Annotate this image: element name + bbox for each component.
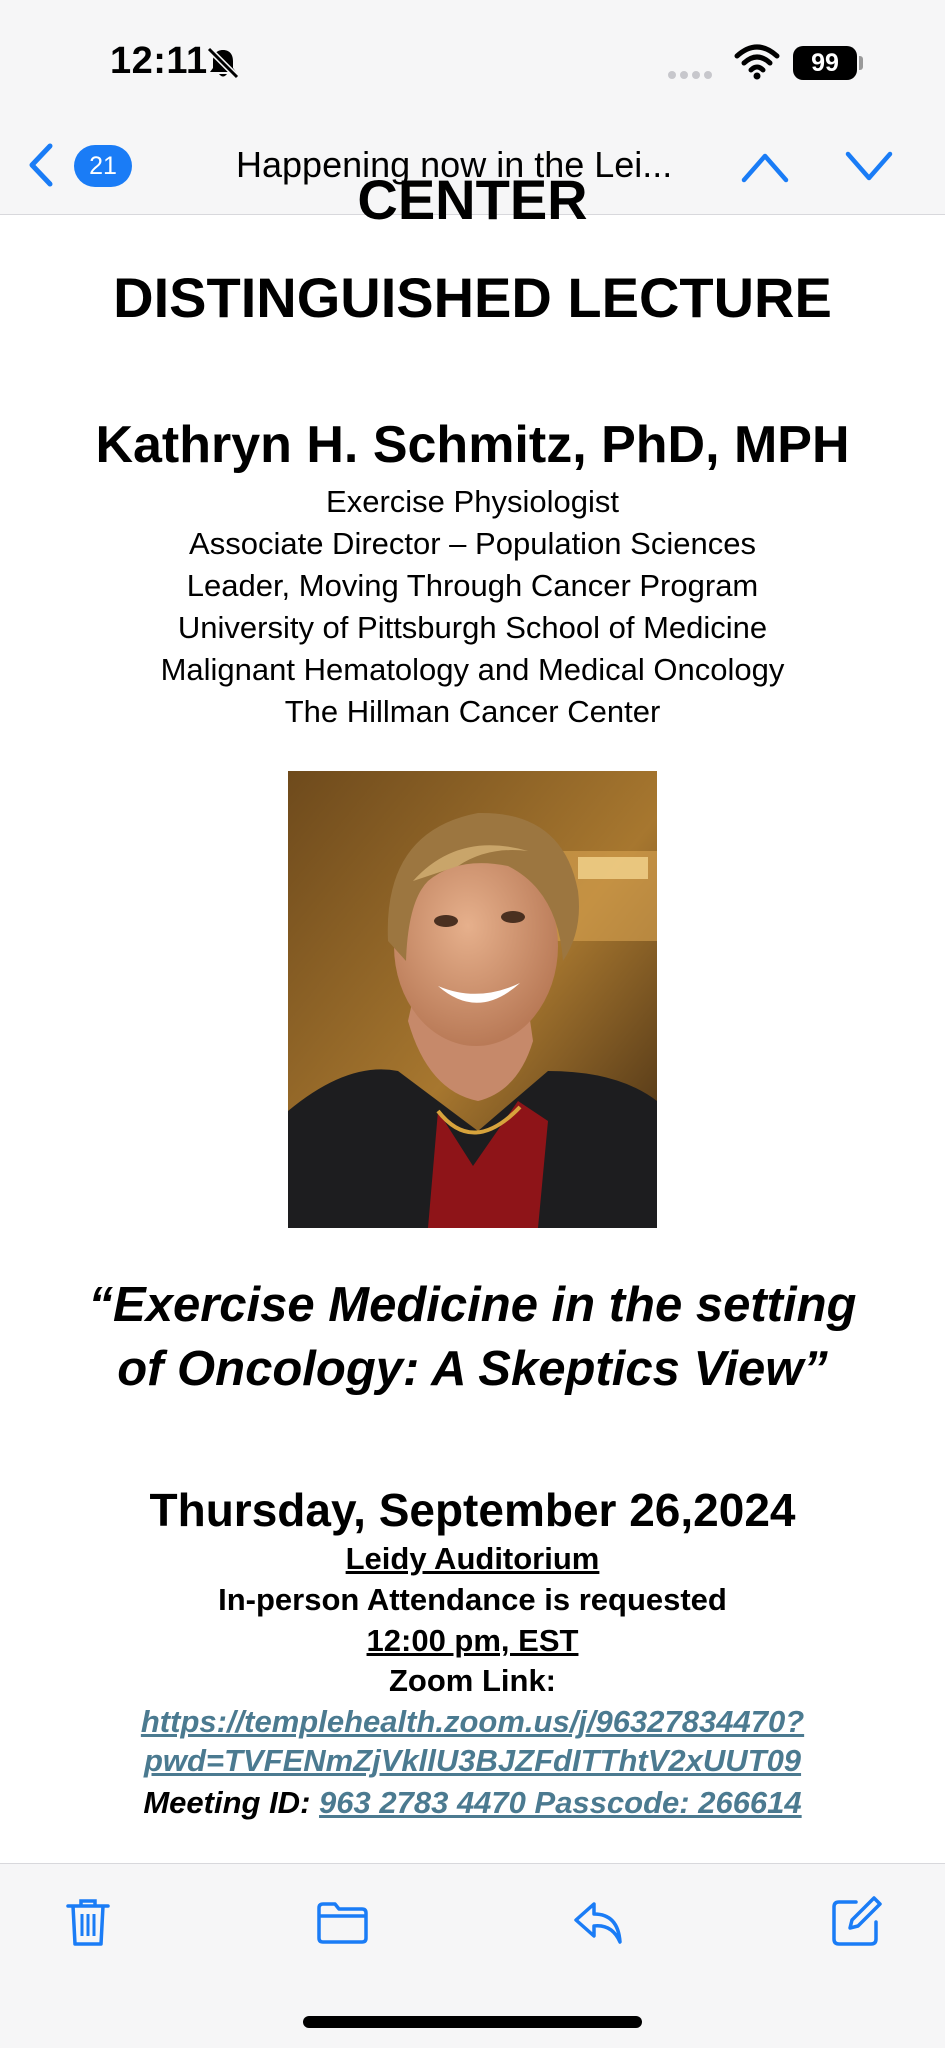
credential-line: Leader, Moving Through Cancer Program xyxy=(186,568,759,603)
credential-line: The Hillman Cancer Center xyxy=(284,694,661,729)
meeting-id-line xyxy=(0,1785,945,1821)
bottom-toolbar xyxy=(0,1863,945,2048)
meeting-id-link[interactable]: 963 2783 4470 Passcode: 266614 xyxy=(319,1785,802,1820)
credential-line: Associate Director – Population Sciences xyxy=(189,526,756,561)
battery-tip xyxy=(859,56,863,70)
email-body xyxy=(0,168,945,1863)
wifi-icon xyxy=(734,44,780,80)
battery-icon: 99 xyxy=(793,46,857,80)
speaker-name: Kathryn H. Schmitz, PhD, MPH xyxy=(95,416,850,474)
event-date: Thursday, September 26,2024 xyxy=(149,1484,796,1536)
credential-line: University of Pittsburgh School of Medicine xyxy=(177,610,768,645)
status-time: 12:11 xyxy=(110,40,208,82)
talk-title xyxy=(0,1273,945,1401)
lecture-heading: DISTINGUISHED LECTURE xyxy=(113,266,832,329)
reply-icon[interactable] xyxy=(572,1896,624,1948)
event-venue: Leidy Auditorium xyxy=(345,1541,600,1576)
cellular-dots-icon xyxy=(668,66,716,84)
attendance-note: In-person Attendance is requested xyxy=(218,1582,727,1617)
speaker-portrait xyxy=(288,771,657,1228)
zoom-link-continued[interactable]: pwd=TVFENmZjVkllU3BJZFdITThtV2xUUT09 xyxy=(143,1743,802,1778)
bell-slash-icon xyxy=(205,46,241,80)
credential-line: Exercise Physiologist xyxy=(326,484,619,519)
meeting-id-label: Meeting ID: xyxy=(143,1785,311,1820)
home-indicator[interactable] xyxy=(303,2016,642,2028)
heading-top: CENTER xyxy=(357,168,588,231)
compose-icon[interactable] xyxy=(830,1896,882,1948)
unread-count-badge[interactable]: 21 xyxy=(74,145,132,187)
speaker-credentials xyxy=(0,481,945,733)
credential-line: Malignant Hematology and Medical Oncology xyxy=(160,652,785,687)
zoom-label: Zoom Link: xyxy=(388,1663,557,1698)
folder-icon[interactable] xyxy=(316,1896,368,1948)
email-subject-title: Happening now in the Lei... xyxy=(236,144,673,185)
event-time: 12:00 pm, EST xyxy=(366,1623,579,1658)
trash-icon[interactable] xyxy=(62,1896,114,1948)
status-bar xyxy=(0,0,945,120)
talk-title-line: “Exercise Medicine in the setting xyxy=(88,1278,857,1332)
talk-title-line: of Oncology: A Skeptics View” xyxy=(117,1342,828,1396)
zoom-link[interactable]: https://templehealth.zoom.us/j/96327834470? xyxy=(140,1704,805,1739)
